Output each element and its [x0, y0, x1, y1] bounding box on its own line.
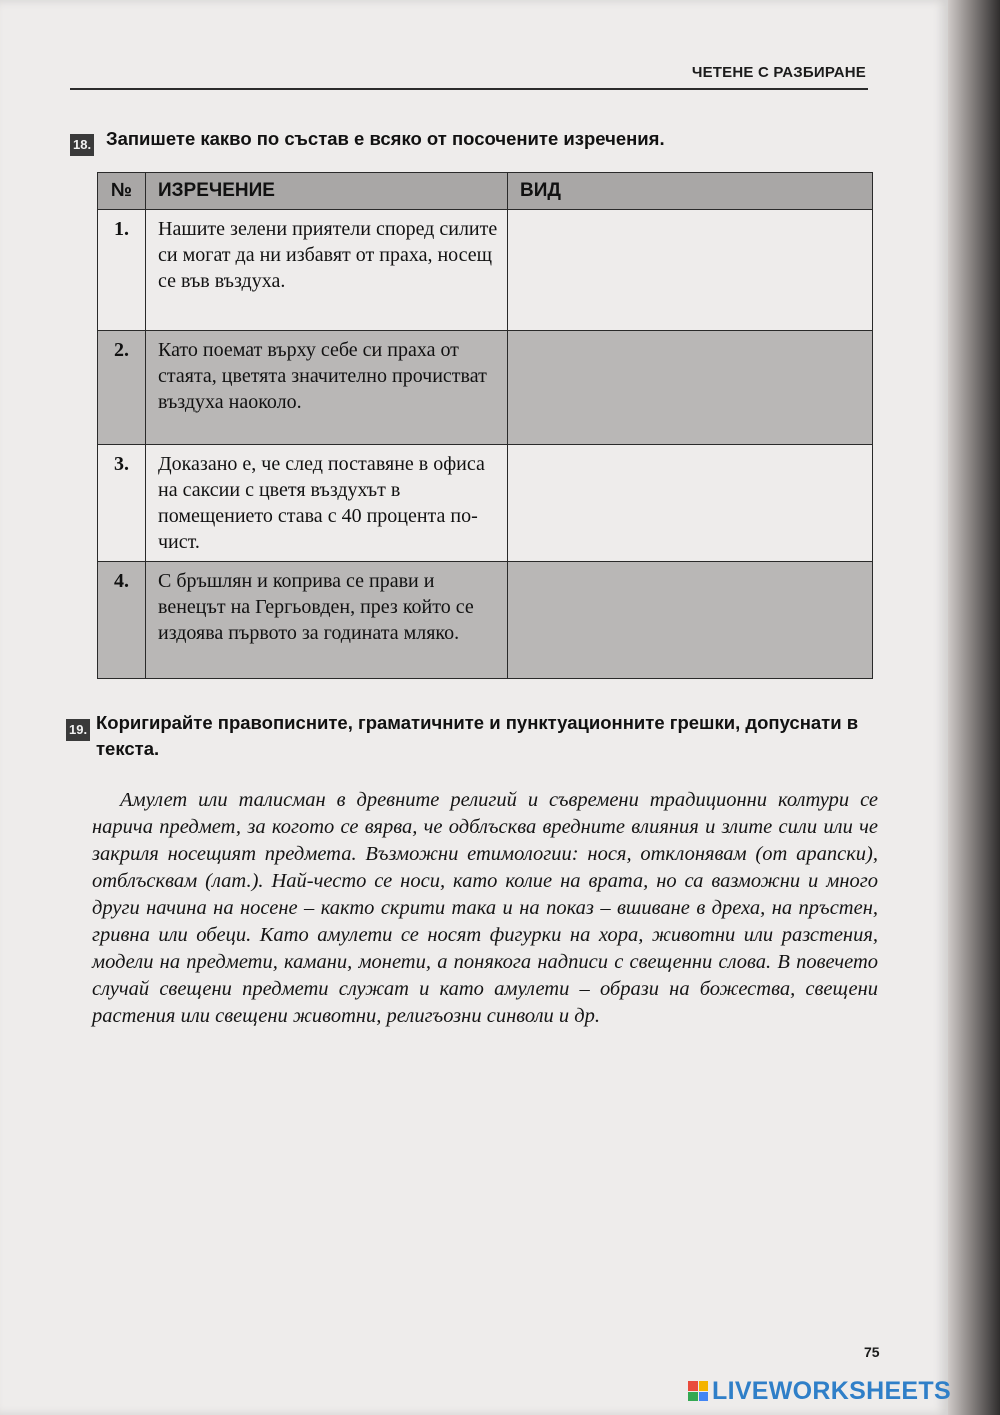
liveworksheets-logo [688, 1377, 951, 1405]
task-18-instruction: Запишете какво по състав е всяко от посочените изречения. [106, 128, 665, 149]
table-row [98, 331, 873, 445]
table-row [98, 210, 873, 331]
row-number: 3. [98, 445, 146, 562]
page-number: 75 [864, 1344, 880, 1360]
row-sentence: Доказано е, че след поставяне в офиса на саксии с цветя въздухът в помещението става с 40 процента по-чист. [146, 445, 508, 562]
error-passage[interactable] [92, 787, 878, 1030]
row-sentence: С бръшлян и коприва се прави и венецът на Гергьовден, през който се издоява първото за годината мляко. [146, 562, 508, 679]
section-title: ЧЕТЕНЕ С РАЗБИРАНЕ [691, 64, 866, 81]
table-header-row [98, 173, 873, 210]
row-number: 2. [98, 331, 146, 445]
column-header-sentence: ИЗРЕЧЕНИЕ [146, 173, 508, 210]
header-divider [70, 88, 868, 90]
column-header-kind: ВИД [508, 173, 873, 210]
row-sentence: Нашите зелени приятели според силите си могат да ни избавят от праха, носещ се във въздуха. [146, 210, 508, 331]
task-18-number: 18. [70, 134, 94, 156]
answer-cell[interactable] [508, 210, 873, 331]
sentence-table [97, 172, 873, 679]
table-row [98, 562, 873, 679]
row-sentence: Като поемат върху себе си праха от стаята, цветята значително прочистват въздуха наоколо. [146, 331, 508, 445]
answer-cell[interactable] [508, 331, 873, 445]
column-header-number: № [98, 173, 146, 210]
table-row [98, 445, 873, 562]
book-edge-shadow [948, 0, 1000, 1415]
task-19-number: 19. [66, 719, 90, 741]
logo-icon [688, 1381, 708, 1401]
brand-name: LIVEWORKSHEETS [712, 1376, 951, 1405]
row-number: 1. [98, 210, 146, 331]
answer-cell[interactable] [508, 562, 873, 679]
task-19-instruction: Коригирайте правописните, граматичните и пунктуационните грешки, допуснати в текста. [96, 712, 859, 759]
answer-cell[interactable] [508, 445, 873, 562]
row-number: 4. [98, 562, 146, 679]
passage-text: Амулет или талисман в древните религий и съвремени традиционни колтури се нарича предмет, за когото се вярва, че одблъсква вредните влияния и злите сили или че закриля носещият предмета. Възможни етимологии: нося, отклонявам (от арапски), отблъсквам (лат.). Най-често се носи, като колие на врата, но са вазможни и много други начина на носене – както скрити така и на показ – вшиване в дреха, на пръстен, гривна или обеци. Като амулети се носят фигурки на хора, животни или разстения, модели на предмети, камани, монети, а понякога надписи с свещенни слова. В повечето случай свещени предмети служат и като амулети – образи на божества, свещени растения или свещени животни, религъозни синволи и др. [92, 789, 878, 1027]
